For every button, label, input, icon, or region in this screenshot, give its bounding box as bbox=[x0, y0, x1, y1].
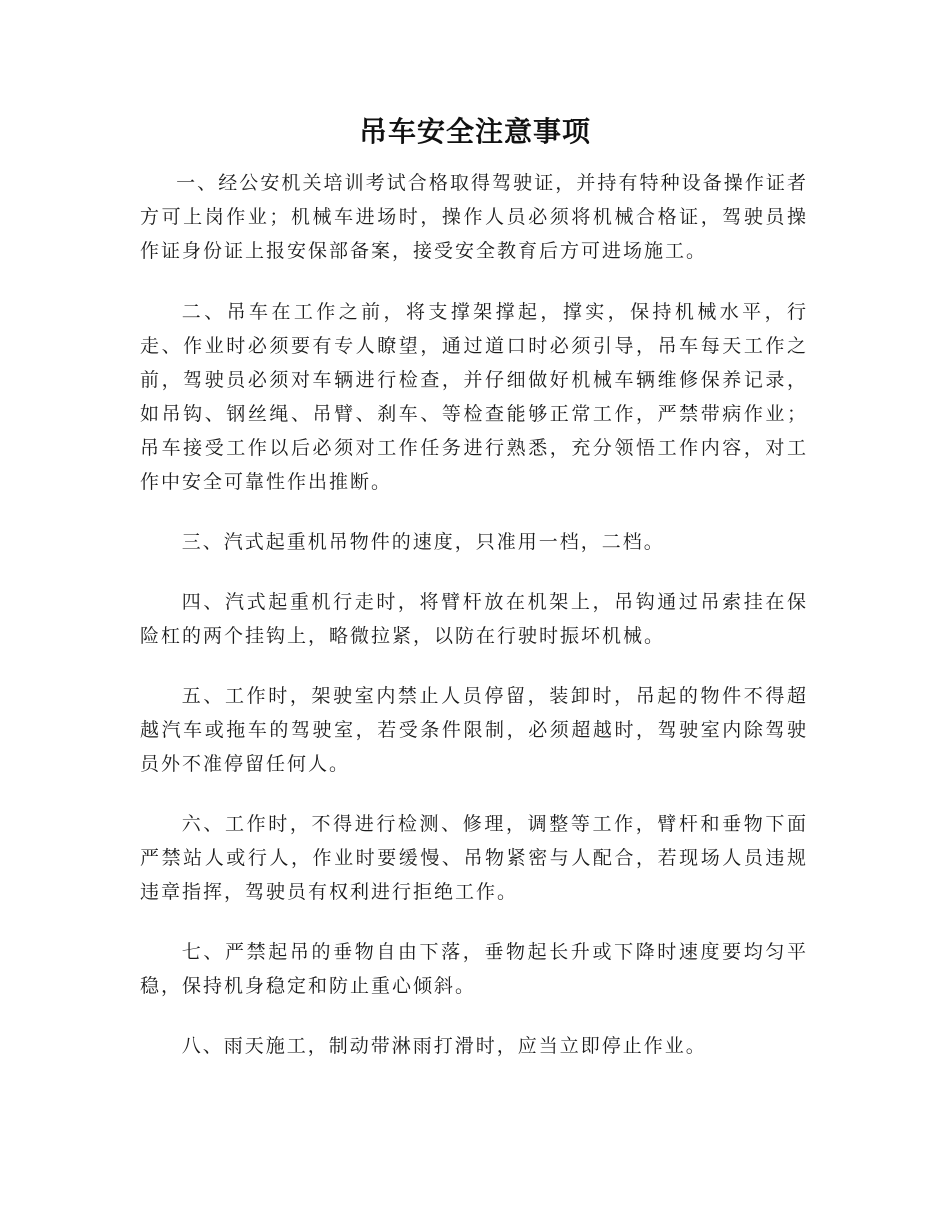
paragraph-7: 七、严禁起吊的垂物自由下落，垂物起长升或下降时速度要均匀平稳，保持机身稳定和防止重心倾斜。 bbox=[140, 941, 808, 997]
document-title: 吊车安全注意事项 bbox=[358, 115, 591, 148]
document-body bbox=[140, 166, 808, 1089]
paragraph-6: 六、工作时，不得进行检测、修理，调整等工作，臂杆和垂物下面严禁站人或行人，作业时要缓慢、吊物紧密与人配合，若现场人员违规违章指挥，驾驶员有权利进行拒绝工作。 bbox=[140, 813, 808, 903]
paragraph-8: 八、雨天施工，制动带淋雨打滑时，应当立即停止作业。 bbox=[181, 1035, 707, 1057]
paragraph-2: 二、吊车在工作之前，将支撑架撑起，撑实，保持机械水平，行走、作业时必须要有专人瞭望，通过道口时必须引导，吊车每天工作之前，驾驶员必须对车辆进行检查，并仔细做好机械车辆维修保养记录，如吊钩、钢丝绳、吊臂、刹车、等检查能够正常工作，严禁带病作业；吊车接受工作以后必须对工作任务进行熟悉，充分领悟工作内容，对工作中安全可靠性作出推断。 bbox=[140, 301, 808, 493]
paragraph-3: 三、汽式起重机吊物件的速度，只准用一档，二档。 bbox=[181, 531, 665, 553]
paragraph-4: 四、汽式起重机行走时，将臂杆放在机架上，吊钩通过吊索挂在保险杠的两个挂钩上，略微拉紧，以防在行驶时振坏机械。 bbox=[140, 591, 808, 647]
paragraph-1: 一、经公安机关培训考试合格取得驾驶证，并持有特种设备操作证者方可上岗作业；机械车进场时，操作人员必须将机械合格证，驾驶员操作证身份证上报安保部备案，接受安全教育后方可进场施工。 bbox=[140, 172, 808, 262]
paragraph-5: 五、工作时，架驶室内禁止人员停留，装卸时，吊起的物件不得超越汽车或拖车的驾驶室，若受条件限制，必须超越时，驾驶室内除驾驶员外不准停留任何人。 bbox=[140, 685, 808, 775]
